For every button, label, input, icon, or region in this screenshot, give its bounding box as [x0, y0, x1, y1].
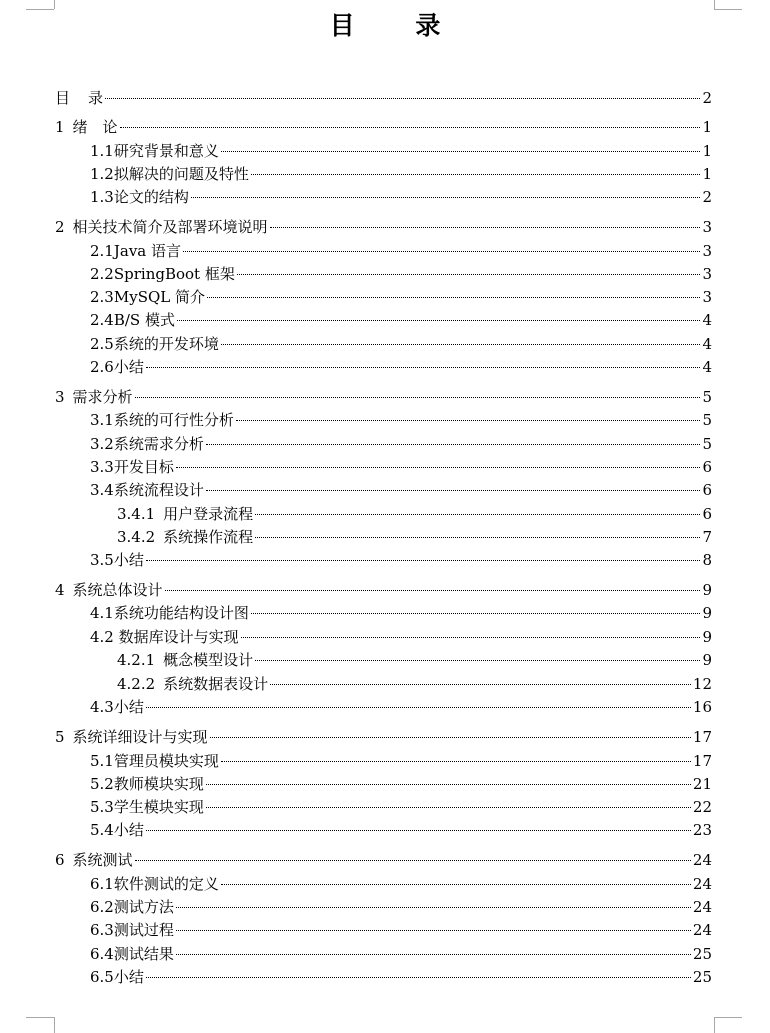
toc-entry-number: 3.4.2 [117, 528, 156, 546]
toc-leader-dots [176, 907, 691, 908]
toc-entry-text: 绪 论 [72, 118, 118, 136]
toc-entry-text: 系统测试 [72, 851, 133, 869]
toc-entry-number: 4.2.2 [117, 675, 156, 693]
toc-entry-label [90, 164, 249, 184]
toc-leader-dots [206, 490, 701, 491]
toc-page-number: 5 [702, 388, 712, 406]
toc-page-number: 3 [702, 288, 712, 306]
toc-page-number: 3 [702, 242, 712, 260]
toc-entry[interactable] [117, 650, 712, 670]
toc-entry-label [90, 287, 205, 307]
toc-leader-dots [206, 807, 691, 808]
toc-entry-number: 2.3 [90, 288, 114, 306]
page-title: 目 录 [329, 11, 467, 40]
toc-entry[interactable] [90, 457, 712, 477]
toc-entry[interactable] [117, 504, 712, 524]
toc-entry-text: 小结 [113, 968, 144, 986]
toc-entry[interactable] [90, 874, 712, 894]
toc-entry-text: 系统功能结构设计图 [113, 604, 249, 622]
toc-leader-dots [146, 977, 691, 978]
toc-entry-number: 2.6 [90, 358, 114, 376]
toc-leader-dots [146, 707, 691, 708]
toc-entry-number: 4 [55, 581, 65, 599]
toc-entry-label [90, 457, 174, 477]
toc-entry[interactable] [90, 287, 712, 307]
toc-entry-label [90, 603, 249, 623]
toc-entry-text: 拟解决的问题及特性 [113, 165, 249, 183]
toc-page-number: 4 [702, 335, 712, 353]
toc-entry[interactable] [90, 967, 712, 987]
toc-entry-text: 系统详细设计与实现 [72, 728, 208, 746]
toc-leader-dots [207, 297, 700, 298]
toc-entry-text: 测试结果 [113, 945, 174, 963]
toc-entry-text: Java 语言 [113, 242, 182, 260]
toc-leader-dots [146, 830, 691, 831]
toc-entry-number: 3 [55, 388, 65, 406]
toc-entry-label [90, 310, 175, 330]
toc-entry[interactable] [90, 164, 712, 184]
toc-entry-text: MySQL 简介 [113, 288, 205, 306]
toc-entry[interactable] [55, 727, 712, 747]
toc-entry[interactable] [55, 387, 712, 407]
toc-entry-text: 用户登录流程 [163, 505, 254, 523]
toc-entry-number: 5.1 [90, 752, 114, 770]
toc-entry-text: 学生模块实现 [113, 798, 204, 816]
toc-page-number: 6 [702, 505, 712, 523]
toc-leader-dots [237, 274, 701, 275]
toc-page-number: 6 [702, 458, 712, 476]
toc-entry[interactable] [55, 850, 712, 870]
toc-entry-label [90, 944, 174, 964]
toc-entry-label [90, 774, 204, 794]
toc-entry-number: 3.5 [90, 551, 114, 569]
toc-entry-number: 6.4 [90, 945, 114, 963]
toc-entry-text: 系统的可行性分析 [113, 411, 234, 429]
toc-entry-label [90, 627, 239, 647]
toc-entry-label [90, 241, 181, 261]
toc-entry-label [90, 141, 219, 161]
toc-page-number: 1 [702, 142, 712, 160]
toc-page-number: 17 [692, 752, 712, 770]
toc-entry[interactable] [90, 944, 712, 964]
toc-page-number: 9 [702, 604, 712, 622]
toc-entry-text: SpringBoot 框架 [113, 265, 235, 283]
toc-page-number: 24 [692, 921, 712, 939]
toc-entry-label [55, 387, 133, 407]
toc-leader-dots [176, 467, 701, 468]
toc-entry[interactable] [90, 141, 712, 161]
toc-page-number: 7 [702, 528, 712, 546]
toc-entry[interactable] [90, 797, 712, 817]
toc-entry-label [90, 550, 144, 570]
toc-entry-text: 相关技术简介及部署环境说明 [72, 218, 268, 236]
toc-entry-number: 2.4 [90, 311, 114, 329]
toc-entry[interactable] [55, 580, 712, 600]
toc-entry-text: 系统操作流程 [163, 528, 254, 546]
toc-page-number: 25 [692, 945, 712, 963]
toc-entry-label [55, 217, 268, 237]
toc-entry[interactable] [90, 751, 712, 771]
toc-leader-dots [221, 761, 691, 762]
toc-entry-text: 录 [88, 89, 104, 107]
toc-leader-dots [255, 514, 700, 515]
toc-leader-dots [221, 884, 691, 885]
toc-page-number: 4 [702, 311, 712, 329]
toc-entry-label [55, 88, 103, 108]
toc-leader-dots [176, 954, 691, 955]
toc-entry-label [90, 874, 219, 894]
toc-page-number: 1 [702, 165, 712, 183]
toc-entry-number: 6.2 [90, 898, 114, 916]
toc-page-number: 2 [702, 188, 712, 206]
toc-entry-text: 小结 [113, 821, 144, 839]
toc-entry-text: 软件测试的定义 [113, 875, 219, 893]
toc-leader-dots [270, 684, 691, 685]
toc-leader-dots [183, 251, 700, 252]
toc-leader-dots [176, 930, 691, 931]
toc-entry-label [90, 797, 204, 817]
toc-entry-text: 需求分析 [72, 388, 133, 406]
toc-entry-number: 4.3 [90, 698, 114, 716]
toc-leader-dots [236, 420, 701, 421]
toc-entry[interactable] [90, 241, 712, 261]
toc-entry-number: 3.4 [90, 481, 114, 499]
toc-entry[interactable] [90, 820, 712, 840]
toc-entry-label [90, 480, 204, 500]
toc-leader-dots [135, 860, 691, 861]
toc-entry-number: 5 [55, 728, 65, 746]
toc-entry-text: 系统总体设计 [72, 581, 163, 599]
toc-page-number: 23 [692, 821, 712, 839]
toc-entry-number: 4.2 [90, 628, 114, 646]
toc-entry-label [117, 674, 268, 694]
toc-entry-number: 6 [55, 851, 65, 869]
toc-leader-dots [146, 367, 701, 368]
toc-leader-dots [105, 98, 700, 99]
toc-page-number: 12 [692, 675, 712, 693]
toc-entry-number: 5.2 [90, 775, 114, 793]
toc-entry[interactable] [90, 334, 712, 354]
toc-entry[interactable] [90, 410, 712, 430]
toc-entry-number: 目 [55, 89, 71, 107]
toc-entry-label [90, 820, 144, 840]
toc-entry[interactable] [90, 357, 712, 377]
toc-page-number: 22 [692, 798, 712, 816]
toc-entry-number: 2.2 [90, 265, 114, 283]
toc-entry-text: 小结 [113, 551, 144, 569]
toc-entry-number: 3.3 [90, 458, 114, 476]
toc-leader-dots [177, 320, 700, 321]
toc-leader-dots [241, 637, 701, 638]
toc-page-number: 8 [702, 551, 712, 569]
toc-entry[interactable] [90, 550, 712, 570]
toc-entry-text: 小结 [113, 698, 144, 716]
toc-entry-label [90, 264, 235, 284]
toc-entry[interactable] [90, 603, 712, 623]
toc-page-number: 2 [702, 89, 712, 107]
toc-leader-dots [206, 784, 691, 785]
toc-leader-dots [120, 127, 701, 128]
toc-entry[interactable] [90, 434, 712, 454]
toc-page-number: 9 [702, 581, 712, 599]
toc-entry-text: 数据库设计与实现 [113, 628, 239, 646]
toc-entry-label [90, 410, 234, 430]
toc-entry-label [90, 897, 174, 917]
toc-page-number: 9 [702, 651, 712, 669]
toc-entry[interactable] [90, 774, 712, 794]
toc-entry-label [117, 504, 253, 524]
toc-leader-dots [165, 590, 701, 591]
toc-entry-label [90, 697, 144, 717]
toc-entry-number: 1.2 [90, 165, 114, 183]
toc-entry-label [117, 527, 253, 547]
toc-leader-dots [221, 151, 701, 152]
toc-entry-number: 1 [55, 118, 65, 136]
toc-page-number: 5 [702, 411, 712, 429]
toc-entry-number: 1.1 [90, 142, 114, 160]
toc-leader-dots [191, 197, 701, 198]
toc-page-number: 16 [692, 698, 712, 716]
toc-entry-label [90, 434, 204, 454]
toc-leader-dots [251, 174, 701, 175]
toc-entry-label [55, 580, 163, 600]
toc-leader-dots [270, 227, 701, 228]
toc-page-number: 5 [702, 435, 712, 453]
toc-entry-label [55, 727, 208, 747]
toc-page-number: 24 [692, 851, 712, 869]
toc-entry[interactable] [90, 187, 712, 207]
toc-entry[interactable] [55, 88, 712, 108]
toc-entry-label [90, 920, 174, 940]
toc-entry-number: 3.1 [90, 411, 114, 429]
toc-entry-label [90, 751, 219, 771]
toc-entry[interactable] [55, 217, 712, 237]
toc-entry-number: 2.1 [90, 242, 114, 260]
toc-page-number: 17 [692, 728, 712, 746]
toc-page-number: 3 [702, 265, 712, 283]
toc-entry[interactable] [90, 310, 712, 330]
toc-page-number: 24 [692, 898, 712, 916]
toc-page-number: 21 [692, 775, 712, 793]
toc-page-number: 1 [702, 118, 712, 136]
toc-entry-text: B/S 模式 [113, 311, 175, 329]
toc-entry-number: 3.4.1 [117, 505, 156, 523]
toc-leader-dots [206, 444, 701, 445]
toc-page-number: 24 [692, 875, 712, 893]
toc-entry-text: 论文的结构 [113, 188, 189, 206]
toc-entry-number: 6.3 [90, 921, 114, 939]
toc-entry-number: 2.5 [90, 335, 114, 353]
toc-entry-text: 研究背景和意义 [113, 142, 219, 160]
toc-entry[interactable] [90, 480, 712, 500]
toc-leader-dots [221, 344, 701, 345]
toc-entry-text: 开发目标 [113, 458, 174, 476]
toc-entry[interactable] [90, 264, 712, 284]
toc-entry-label [55, 117, 118, 137]
toc-page-number: 9 [702, 628, 712, 646]
toc-entry-number: 4.2.1 [117, 651, 156, 669]
toc-entry-label [90, 187, 189, 207]
toc-entry-text: 测试方法 [113, 898, 174, 916]
toc-page-number: 3 [702, 218, 712, 236]
toc-entry[interactable] [90, 627, 712, 647]
toc-entry-number: 5.3 [90, 798, 114, 816]
toc-entry[interactable] [90, 920, 712, 940]
toc-entry-text: 概念模型设计 [163, 651, 254, 669]
toc-entry[interactable] [55, 117, 712, 137]
toc-entry-number: 3.2 [90, 435, 114, 453]
toc-entry[interactable] [90, 697, 712, 717]
toc-entry-number: 4.1 [90, 604, 114, 622]
toc-leader-dots [255, 660, 700, 661]
toc-entry[interactable] [117, 527, 712, 547]
toc-entry-label [55, 850, 133, 870]
toc-entry-label [90, 357, 144, 377]
toc-entry-label [90, 967, 144, 987]
toc-entry-label [90, 334, 219, 354]
toc-leader-dots [210, 737, 691, 738]
toc-entry-text: 管理员模块实现 [113, 752, 219, 770]
toc-entry-text: 系统流程设计 [113, 481, 204, 499]
toc-entry-text: 小结 [113, 358, 144, 376]
toc-entry-label [117, 650, 253, 670]
toc-leader-dots [135, 397, 701, 398]
toc-entry-text: 测试过程 [113, 921, 174, 939]
toc-page-number: 4 [702, 358, 712, 376]
toc-entry-number: 1.3 [90, 188, 114, 206]
toc-entry-number: 6.5 [90, 968, 114, 986]
toc-entry-text: 教师模块实现 [113, 775, 204, 793]
toc-entry-text: 系统需求分析 [113, 435, 204, 453]
toc-leader-dots [146, 560, 701, 561]
toc-page-number: 6 [702, 481, 712, 499]
toc-entry-text: 系统数据表设计 [163, 675, 269, 693]
toc-entry-text: 系统的开发环境 [113, 335, 219, 353]
toc-entry-number: 6.1 [90, 875, 114, 893]
toc-leader-dots [251, 613, 701, 614]
toc-entry[interactable] [90, 897, 712, 917]
toc-entry[interactable] [117, 674, 712, 694]
toc-entry-number: 5.4 [90, 821, 114, 839]
toc-entry-number: 2 [55, 218, 65, 236]
toc-leader-dots [255, 537, 700, 538]
toc-page-number: 25 [692, 968, 712, 986]
